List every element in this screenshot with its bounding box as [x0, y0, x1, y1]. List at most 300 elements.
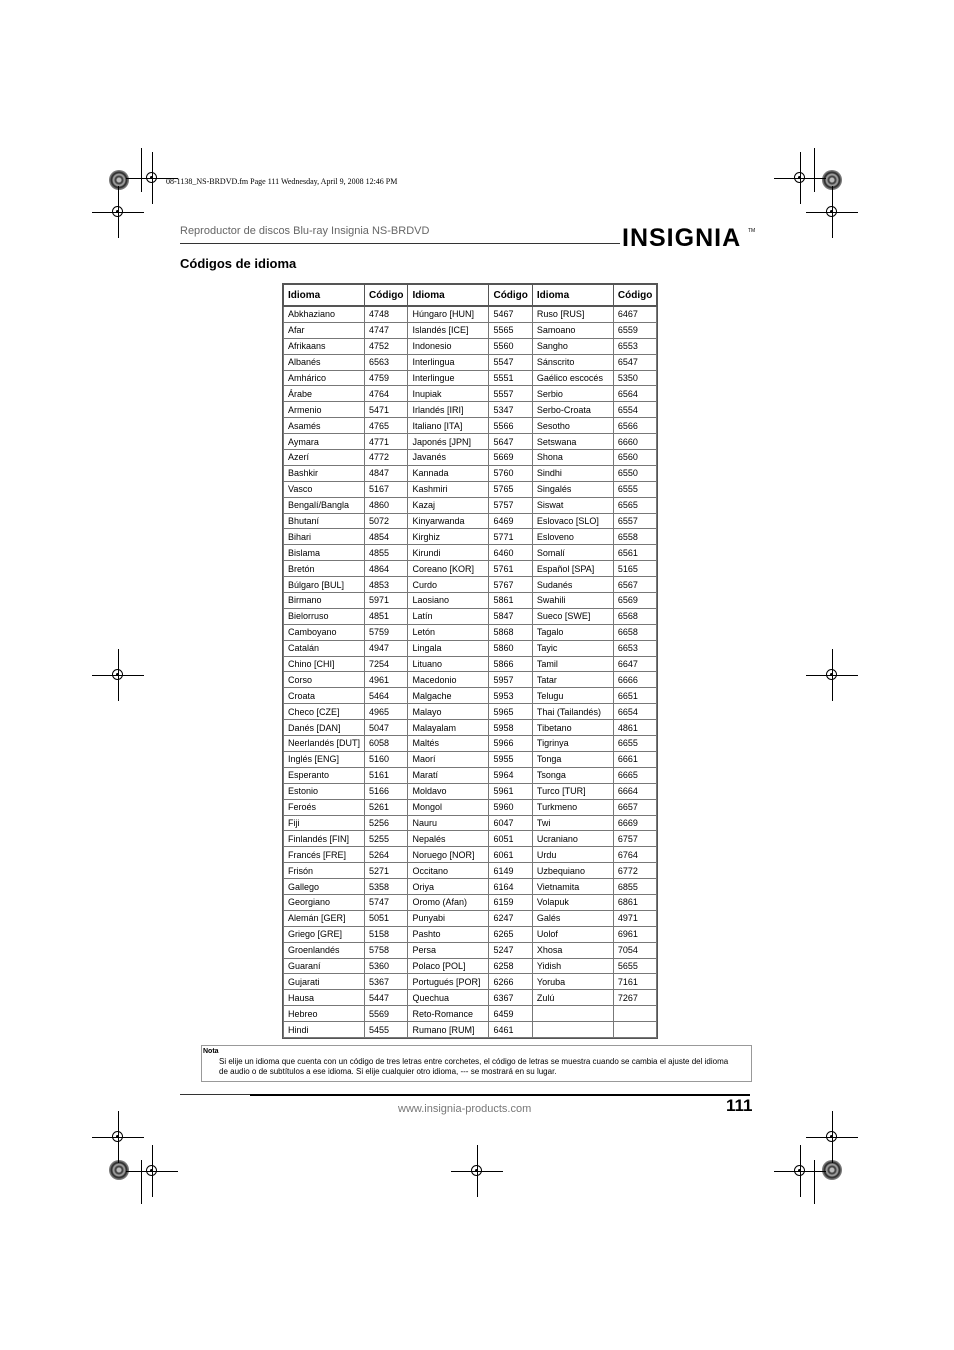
language-cell: Ucraniano: [532, 831, 613, 847]
crop-mark: [814, 1160, 815, 1204]
language-cell: Estonio: [284, 783, 365, 799]
code-cell: 6657: [613, 799, 656, 815]
code-cell: 5957: [489, 672, 532, 688]
language-cell: Xhosa: [532, 942, 613, 958]
code-cell: 5965: [489, 704, 532, 720]
language-cell: Tonga: [532, 751, 613, 767]
code-cell: [613, 1022, 656, 1038]
table-row: [284, 751, 657, 767]
language-cell: Volapuk: [532, 894, 613, 910]
code-cell: 6569: [613, 593, 656, 609]
code-cell: 6861: [613, 894, 656, 910]
code-cell: 4764: [365, 386, 408, 402]
language-cell: Maltés: [408, 736, 489, 752]
language-cell: Swahili: [532, 593, 613, 609]
language-cell: Tibetano: [532, 720, 613, 736]
language-cell: Kirundi: [408, 545, 489, 561]
code-cell: 6658: [613, 624, 656, 640]
language-cell: Moldavo: [408, 783, 489, 799]
code-cell: 5455: [365, 1022, 408, 1038]
column-header: Código: [365, 285, 408, 307]
code-cell: [613, 1006, 656, 1022]
code-cell: 6757: [613, 831, 656, 847]
code-cell: 6554: [613, 402, 656, 418]
language-cell: Malayo: [408, 704, 489, 720]
language-cell: Sueco [SWE]: [532, 608, 613, 624]
code-cell: 4860: [365, 497, 408, 513]
code-cell: 5760: [489, 465, 532, 481]
language-cell: Shona: [532, 450, 613, 466]
code-cell: 6553: [613, 338, 656, 354]
language-cell: Interlingua: [408, 354, 489, 370]
code-cell: 5247: [489, 942, 532, 958]
code-cell: 5347: [489, 402, 532, 418]
table-row: [284, 497, 657, 513]
language-cell: Urdu: [532, 847, 613, 863]
table-row: [284, 354, 657, 370]
note-text: Si elije un idioma que cuenta con un código de tres letras entre corchetes, el código de letras se muestra cuando se cambia el ajuste del idioma de audio o de subtítulos a ese idioma. Si elije cualquier otro idioma, --- se mostrará en su lugar.: [219, 1057, 729, 1076]
column-header: Idioma: [284, 285, 365, 307]
code-cell: 6855: [613, 879, 656, 895]
code-cell: 5758: [365, 942, 408, 958]
code-cell: 5350: [613, 370, 656, 386]
header-rule: [180, 243, 620, 244]
language-cell: Maorí: [408, 751, 489, 767]
table-row: [284, 640, 657, 656]
language-cell: Lingala: [408, 640, 489, 656]
language-cell: Inglés [ENG]: [284, 751, 365, 767]
code-cell: 6559: [613, 322, 656, 338]
crop-mark: [141, 1160, 142, 1204]
language-cell: Malayalam: [408, 720, 489, 736]
code-cell: 5047: [365, 720, 408, 736]
column-header: Código: [489, 285, 532, 307]
table-row: [284, 815, 657, 831]
language-cell: Armenio: [284, 402, 365, 418]
language-cell: Checo [CZE]: [284, 704, 365, 720]
language-cell: Albanés: [284, 354, 365, 370]
table-row: [284, 958, 657, 974]
code-cell: 5166: [365, 783, 408, 799]
language-cell: Turco [TUR]: [532, 783, 613, 799]
language-cell: Aymara: [284, 434, 365, 450]
note-label: Nota: [203, 1048, 219, 1055]
code-cell: 6047: [489, 815, 532, 831]
code-cell: 6647: [613, 656, 656, 672]
code-cell: 5557: [489, 386, 532, 402]
code-cell: 6664: [613, 783, 656, 799]
language-cell: Japonés [JPN]: [408, 434, 489, 450]
code-cell: 4961: [365, 672, 408, 688]
language-cell: Italiano [ITA]: [408, 418, 489, 434]
language-cell: Afar: [284, 322, 365, 338]
table-row: [284, 322, 657, 338]
code-cell: 4847: [365, 465, 408, 481]
table-row: [284, 593, 657, 609]
language-cell: Occitano: [408, 863, 489, 879]
code-cell: 5261: [365, 799, 408, 815]
language-codes-table: [282, 283, 658, 1039]
code-cell: 5072: [365, 513, 408, 529]
table-row: [284, 879, 657, 895]
code-cell: 6266: [489, 974, 532, 990]
code-cell: 6459: [489, 1006, 532, 1022]
language-cell: Búlgaro [BUL]: [284, 577, 365, 593]
table-row: [284, 481, 657, 497]
code-cell: 4861: [613, 720, 656, 736]
language-cell: Maratí: [408, 767, 489, 783]
code-cell: 5358: [365, 879, 408, 895]
registration-mark-icon: [126, 1145, 178, 1197]
code-cell: 6568: [613, 608, 656, 624]
language-cell: Catalán: [284, 640, 365, 656]
language-cell: Tamil: [532, 656, 613, 672]
code-cell: 5464: [365, 688, 408, 704]
table-row: [284, 783, 657, 799]
table-header-row: [284, 285, 657, 307]
note-box: [201, 1045, 752, 1082]
language-cell: Hausa: [284, 990, 365, 1006]
code-cell: 6467: [613, 306, 656, 322]
language-cell: Bengalí/Bangla: [284, 497, 365, 513]
language-cell: Birmano: [284, 593, 365, 609]
language-cell: Croata: [284, 688, 365, 704]
table-row: [284, 910, 657, 926]
language-cell: Ruso [RUS]: [532, 306, 613, 322]
code-cell: 4759: [365, 370, 408, 386]
code-cell: 4747: [365, 322, 408, 338]
language-cell: Abkhaziano: [284, 306, 365, 322]
code-cell: 4855: [365, 545, 408, 561]
code-cell: 5964: [489, 767, 532, 783]
language-cell: Gujarati: [284, 974, 365, 990]
language-cell: Camboyano: [284, 624, 365, 640]
language-cell: Árabe: [284, 386, 365, 402]
table-row: [284, 465, 657, 481]
code-cell: 6058: [365, 736, 408, 752]
language-cell: Hindi: [284, 1022, 365, 1038]
language-cell: Macedonio: [408, 672, 489, 688]
code-cell: 6469: [489, 513, 532, 529]
column-header: Idioma: [532, 285, 613, 307]
code-cell: 5271: [365, 863, 408, 879]
code-cell: 6550: [613, 465, 656, 481]
language-cell: Kazaj: [408, 497, 489, 513]
code-cell: 5759: [365, 624, 408, 640]
code-cell: 6654: [613, 704, 656, 720]
language-cell: Tsonga: [532, 767, 613, 783]
code-cell: 6653: [613, 640, 656, 656]
section-title: Códigos de idioma: [180, 256, 297, 271]
language-cell: Singalés: [532, 481, 613, 497]
code-cell: 5958: [489, 720, 532, 736]
table-row: [284, 450, 657, 466]
language-cell: Georgiano: [284, 894, 365, 910]
language-cell: Bretón: [284, 561, 365, 577]
code-cell: 5961: [489, 783, 532, 799]
code-cell: 5547: [489, 354, 532, 370]
table-row: [284, 656, 657, 672]
code-cell: 5566: [489, 418, 532, 434]
code-cell: 4971: [613, 910, 656, 926]
code-cell: 6461: [489, 1022, 532, 1038]
code-cell: 7267: [613, 990, 656, 1006]
language-cell: Siswat: [532, 497, 613, 513]
table-row: [284, 624, 657, 640]
language-cell: Vasco: [284, 481, 365, 497]
language-cell: Español [SPA]: [532, 561, 613, 577]
table-row: [284, 370, 657, 386]
code-cell: 5847: [489, 608, 532, 624]
code-cell: 6772: [613, 863, 656, 879]
code-cell: 5051: [365, 910, 408, 926]
code-cell: 5655: [613, 958, 656, 974]
language-cell: Curdo: [408, 577, 489, 593]
table-row: [284, 1006, 657, 1022]
code-cell: 5360: [365, 958, 408, 974]
table-row: [284, 736, 657, 752]
code-cell: 5868: [489, 624, 532, 640]
language-cell: Guaraní: [284, 958, 365, 974]
code-cell: 5966: [489, 736, 532, 752]
table-row: [284, 847, 657, 863]
language-cell: Uzbequiano: [532, 863, 613, 879]
language-cell: Zulú: [532, 990, 613, 1006]
code-cell: 5367: [365, 974, 408, 990]
language-cell: Feroés: [284, 799, 365, 815]
table-row: [284, 338, 657, 354]
table-row: [284, 306, 657, 322]
language-cell: Groenlandés: [284, 942, 365, 958]
code-cell: 4772: [365, 450, 408, 466]
language-cell: Corso: [284, 672, 365, 688]
language-cell: Bhutaní: [284, 513, 365, 529]
insignia-logo: [622, 220, 757, 254]
code-cell: 6460: [489, 545, 532, 561]
code-cell: 5160: [365, 751, 408, 767]
code-cell: 5866: [489, 656, 532, 672]
code-cell: 4965: [365, 704, 408, 720]
language-cell: Sangho: [532, 338, 613, 354]
code-cell: 5767: [489, 577, 532, 593]
code-cell: 5647: [489, 434, 532, 450]
code-cell: 6258: [489, 958, 532, 974]
table-row: [284, 942, 657, 958]
language-cell: Bihari: [284, 529, 365, 545]
code-cell: 4748: [365, 306, 408, 322]
footer-rule-bold: [250, 1094, 750, 1096]
registration-mark-icon: [92, 186, 144, 238]
code-cell: 6655: [613, 736, 656, 752]
language-cell: Bashkir: [284, 465, 365, 481]
language-cell: Oromo (Afan): [408, 894, 489, 910]
language-cell: Reto-Romance: [408, 1006, 489, 1022]
table-row: [284, 720, 657, 736]
language-cell: Finlandés [FIN]: [284, 831, 365, 847]
language-cell: Húngaro [HUN]: [408, 306, 489, 322]
running-header: Reproductor de discos Blu-ray Insignia NS-BRDVD: [180, 225, 430, 237]
registration-mark-icon: [806, 649, 858, 701]
code-cell: 6669: [613, 815, 656, 831]
language-cell: Kannada: [408, 465, 489, 481]
language-cell: Malgache: [408, 688, 489, 704]
code-cell: 4851: [365, 608, 408, 624]
language-cell: [532, 1006, 613, 1022]
language-cell: Sudanés: [532, 577, 613, 593]
language-cell: Samoano: [532, 322, 613, 338]
language-cell: Griego [GRE]: [284, 926, 365, 942]
code-cell: 6666: [613, 672, 656, 688]
code-cell: 5158: [365, 926, 408, 942]
table-row: [284, 386, 657, 402]
language-cell: Nauru: [408, 815, 489, 831]
language-cell: Islandés [ICE]: [408, 322, 489, 338]
code-cell: 6557: [613, 513, 656, 529]
table-row: [284, 894, 657, 910]
logo-trademark: TM: [748, 228, 756, 234]
code-cell: 4771: [365, 434, 408, 450]
code-cell: 5747: [365, 894, 408, 910]
language-cell: Yoruba: [532, 974, 613, 990]
table-row: [284, 577, 657, 593]
language-cell: Galés: [532, 910, 613, 926]
code-cell: 5551: [489, 370, 532, 386]
language-cell: Sindhi: [532, 465, 613, 481]
code-cell: 6547: [613, 354, 656, 370]
language-cell: Oriya: [408, 879, 489, 895]
language-cell: Hebreo: [284, 1006, 365, 1022]
language-cell: Noruego [NOR]: [408, 847, 489, 863]
language-cell: Kinyarwanda: [408, 513, 489, 529]
code-cell: 4752: [365, 338, 408, 354]
language-cell: Esperanto: [284, 767, 365, 783]
code-cell: 5471: [365, 402, 408, 418]
language-cell: Afrikaans: [284, 338, 365, 354]
language-cell: Persa: [408, 942, 489, 958]
code-cell: 5757: [489, 497, 532, 513]
language-cell: Tagalo: [532, 624, 613, 640]
code-cell: 4947: [365, 640, 408, 656]
table-row: [284, 990, 657, 1006]
language-cell: Yidish: [532, 958, 613, 974]
language-cell: Kashmiri: [408, 481, 489, 497]
code-cell: 5467: [489, 306, 532, 322]
code-cell: 5560: [489, 338, 532, 354]
code-cell: 6164: [489, 879, 532, 895]
registration-mark-icon: [451, 1145, 503, 1197]
table-row: [284, 704, 657, 720]
code-cell: 6564: [613, 386, 656, 402]
footer-url: www.insignia-products.com: [398, 1103, 532, 1115]
language-cell: Amhárico: [284, 370, 365, 386]
code-cell: 5953: [489, 688, 532, 704]
code-cell: 4854: [365, 529, 408, 545]
table-row: [284, 831, 657, 847]
language-cell: Mongol: [408, 799, 489, 815]
table-row: [284, 863, 657, 879]
language-cell: Twi: [532, 815, 613, 831]
language-cell: Pashto: [408, 926, 489, 942]
language-cell: Thai (Tailandés): [532, 704, 613, 720]
code-cell: 4765: [365, 418, 408, 434]
language-cell: Latín: [408, 608, 489, 624]
table-row: [284, 688, 657, 704]
language-cell: Irlandés [IRI]: [408, 402, 489, 418]
code-cell: 7254: [365, 656, 408, 672]
column-header: Código: [613, 285, 656, 307]
code-cell: 6555: [613, 481, 656, 497]
table-row: [284, 926, 657, 942]
code-cell: 5565: [489, 322, 532, 338]
code-cell: 6567: [613, 577, 656, 593]
language-cell: Laosiano: [408, 593, 489, 609]
registration-mark-icon: [806, 186, 858, 238]
code-cell: 6764: [613, 847, 656, 863]
code-cell: 6149: [489, 863, 532, 879]
table-row: [284, 767, 657, 783]
table-row: [284, 608, 657, 624]
code-cell: 5447: [365, 990, 408, 1006]
table-row: [284, 434, 657, 450]
table-row: [284, 799, 657, 815]
language-cell: Asamés: [284, 418, 365, 434]
code-cell: 6558: [613, 529, 656, 545]
table-row: [284, 513, 657, 529]
code-cell: 6247: [489, 910, 532, 926]
language-cell: Fiji: [284, 815, 365, 831]
registration-mark-icon: [92, 649, 144, 701]
code-cell: 6961: [613, 926, 656, 942]
language-cell: Neerlandés [DUT]: [284, 736, 365, 752]
code-cell: 6561: [613, 545, 656, 561]
code-cell: 6563: [365, 354, 408, 370]
code-cell: 6566: [613, 418, 656, 434]
language-cell: Eslovaco [SLO]: [532, 513, 613, 529]
code-cell: 5669: [489, 450, 532, 466]
language-cell: Sesotho: [532, 418, 613, 434]
language-cell: Lituano: [408, 656, 489, 672]
language-cell: Vietnamita: [532, 879, 613, 895]
code-cell: 5256: [365, 815, 408, 831]
language-cell: Frisón: [284, 863, 365, 879]
code-cell: 5955: [489, 751, 532, 767]
code-cell: 7054: [613, 942, 656, 958]
code-cell: 6660: [613, 434, 656, 450]
page-number: 111: [726, 1096, 753, 1115]
registration-mark-icon: [774, 1145, 826, 1197]
code-cell: 6560: [613, 450, 656, 466]
language-cell: Tatar: [532, 672, 613, 688]
code-cell: 5569: [365, 1006, 408, 1022]
language-cell: Esloveno: [532, 529, 613, 545]
language-cell: Chino [CHI]: [284, 656, 365, 672]
table-row: [284, 402, 657, 418]
code-cell: 6665: [613, 767, 656, 783]
language-cell: Kirghiz: [408, 529, 489, 545]
table-row: [284, 1022, 657, 1038]
language-cell: Sánscrito: [532, 354, 613, 370]
language-cell: Alemán [GER]: [284, 910, 365, 926]
language-cell: Tigrinya: [532, 736, 613, 752]
code-cell: 5771: [489, 529, 532, 545]
table-row: [284, 529, 657, 545]
code-cell: 5971: [365, 593, 408, 609]
language-cell: Somalí: [532, 545, 613, 561]
language-cell: Nepalés: [408, 831, 489, 847]
language-cell: Azerí: [284, 450, 365, 466]
code-cell: 5765: [489, 481, 532, 497]
language-cell: Punyabi: [408, 910, 489, 926]
